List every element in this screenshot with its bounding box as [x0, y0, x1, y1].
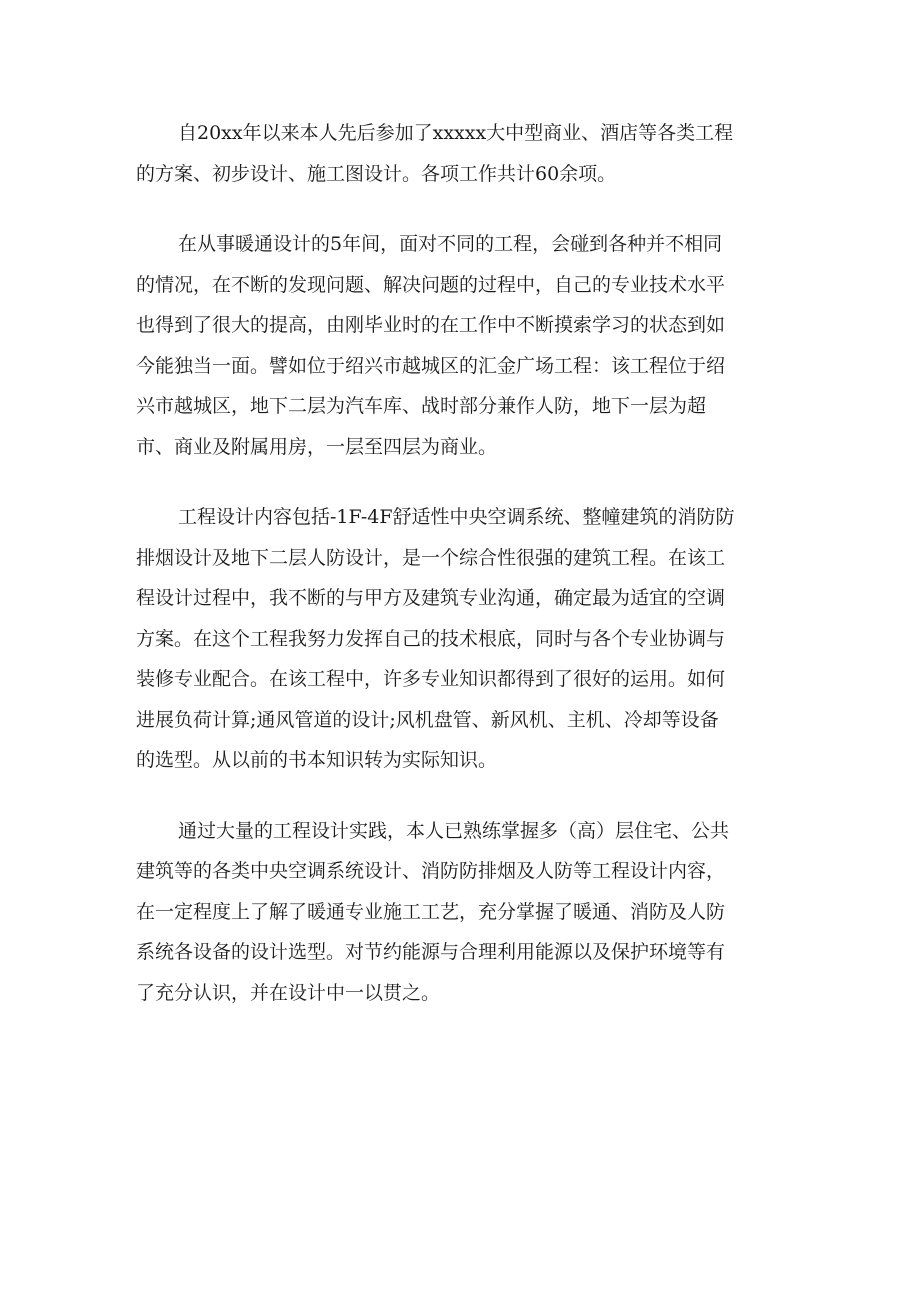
text-line: 排烟设计及地下二层人防设计，是一个综合性很强的建筑工程。在该工: [136, 546, 726, 569]
text-line: 了充分认识，并在设计中一以贯之。: [136, 981, 441, 1004]
text-line: 的情况，在不断的发现问题、解决问题的过程中，自己的专业技术水平: [136, 273, 726, 296]
text-line: 建筑等的各类中央空调系统设计、消防防排烟及人防等工程设计内容，: [136, 860, 726, 882]
text-line: 装修专业配合。在该工程中，许多专业知识都得到了很好的运用。如何: [136, 668, 726, 690]
text-line: 在一定程度上了解了暖通专业施工工艺，充分掌握了暖通、消防及人防: [136, 900, 726, 923]
text-line: 的方案、初步设计、施工图设计。各项工作共计60余项。: [136, 162, 617, 185]
paragraph-2: [136, 224, 776, 467]
text-line: 也得到了很大的提高，由刚毕业时的在工作中不断摸索学习的状态到如: [136, 314, 726, 336]
text-line: 工程设计内容包括-1F-4F舒适性中央空调系统、整幢建筑的消防防: [178, 506, 735, 528]
paragraph-4: [136, 811, 776, 1014]
text-line: 程设计过程中，我不断的与甲方及建筑专业沟通，确定最为适宜的空调: [136, 587, 726, 609]
text-line: 今能独当一面。譬如位于绍兴市越城区的汇金广场工程：该工程位于绍: [136, 354, 726, 377]
paragraph-1: [136, 113, 776, 194]
text-line: 市、商业及附属用房，一层至四层为商业。: [136, 435, 498, 458]
text-line: 自20xx年以来本人先后参加了xxxxx大中型商业、酒店等各类工程: [178, 122, 734, 144]
text-line: 系统各设备的设计选型。对节约能源与合理利用能源以及保护环境等有: [136, 941, 726, 963]
paragraph-3: [136, 497, 776, 781]
text-line: 通过大量的工程设计实践，本人已熟练掌握多（高）层住宅、公共: [178, 819, 730, 842]
document-body: [136, 113, 776, 1043]
text-line: 兴市越城区，地下二层为汽车库、战时部分兼作人防，地下一层为超: [136, 395, 707, 417]
text-line: 方案。在这个工程我努力发挥自己的技术根底，同时与各个专业协调与: [136, 627, 726, 650]
text-line: 进展负荷计算;通风管道的设计;风机盘管、新风机、主机、冷却等设备: [136, 708, 719, 731]
text-line: 在从事暖通设计的5年间，面对不同的工程，会碰到各种并不相同: [178, 233, 723, 255]
text-line: 的选型。从以前的书本知识转为实际知识。: [136, 749, 498, 771]
